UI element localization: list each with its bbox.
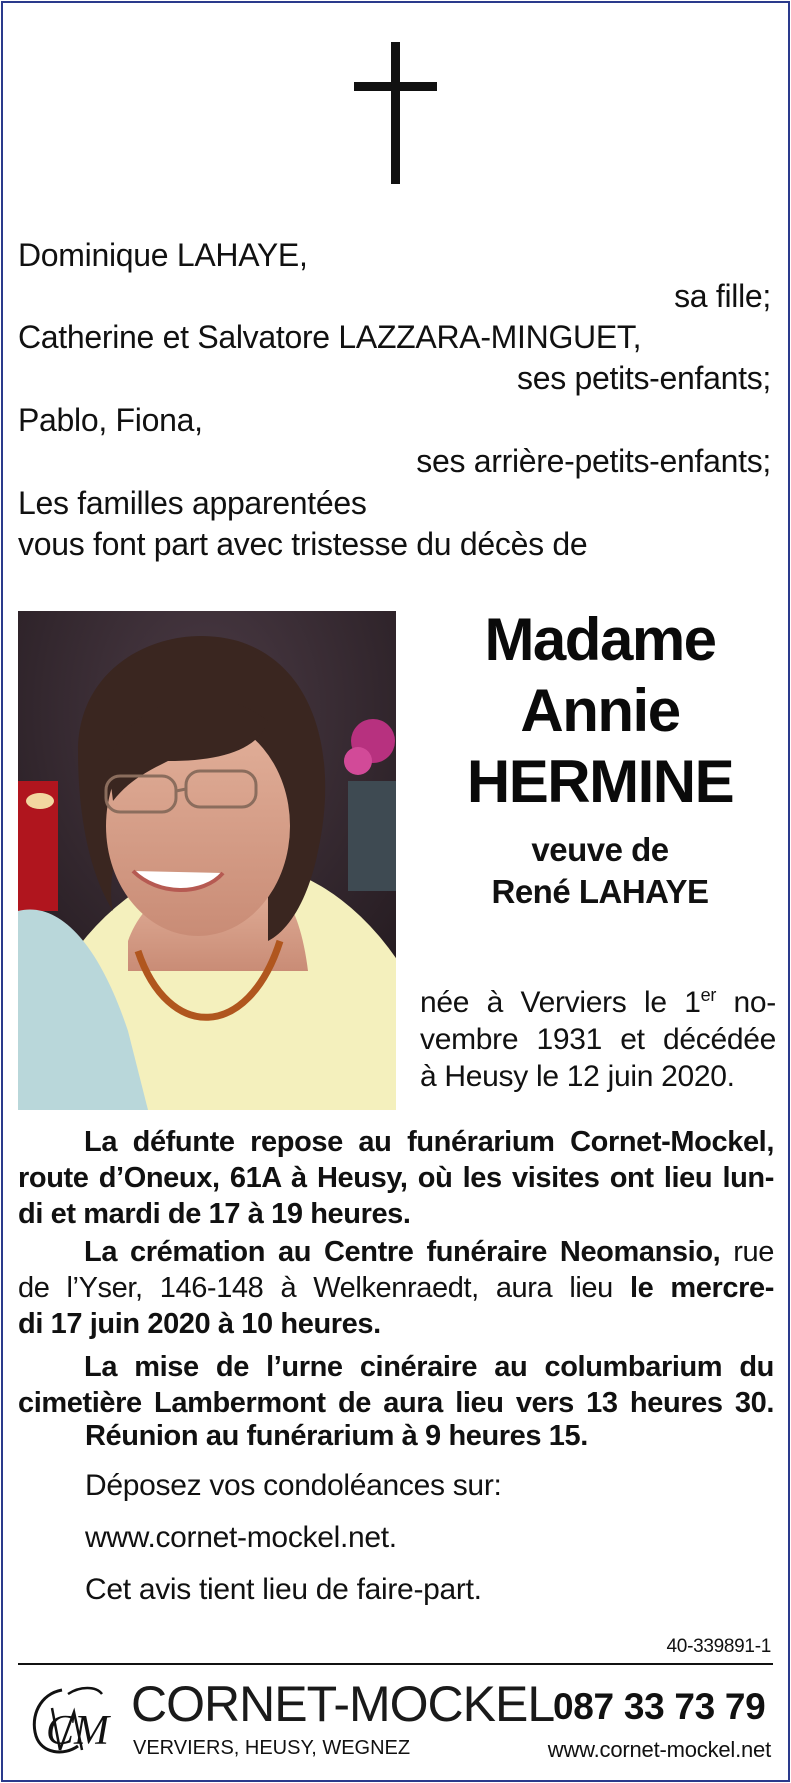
family-line-grandchildren: Catherine et Salvatore LAZZARA-MINGUET, (18, 319, 642, 355)
company-website[interactable]: www.cornet-mockel.net (547, 1737, 771, 1762)
family-relation-daughter: sa fille; (674, 278, 771, 314)
company-phone[interactable]: 087 33 73 79 (553, 1686, 766, 1727)
paragraph-cremation: La crémation au Centre funéraire Neomansio, rue de l’Yser, 146-148 à Welkenraedt, aura lieu le mercre- di 17 juin 2020 à 10 heures. (18, 1236, 774, 1340)
birth-line-2: vembre 1931 et décédée (420, 1023, 776, 1056)
deceased-last-name: HERMINE (466, 748, 734, 815)
family-line-daughter: Dominique LAHAYE, (18, 237, 308, 273)
spouse-name: René LAHAYE (491, 873, 709, 910)
birth-death-info (420, 977, 776, 1095)
deceased-title: Madame (484, 606, 716, 673)
company-name: CORNET-MOCKEL (131, 1676, 555, 1732)
family-relation-grandchildren: ses petits-enfants; (517, 360, 771, 396)
widow-label: veuve de (531, 831, 669, 868)
condolences-url[interactable]: www.cornet-mockel.net. (85, 1521, 397, 1554)
death-line: à Heusy le 12 juin 2020. (420, 1060, 735, 1093)
paragraph-urn: La mise de l’urne cinéraire au columbarium du cimetière Lambermont de aura lieu vers 13 heures 30. (18, 1351, 774, 1419)
reference-number: 40-339891-1 (666, 1636, 771, 1657)
paragraph-visitation: La défunte repose au funérarium Cornet-Mockel, route d’Oneux, 61A à Heusy, où les visites ont lieu lun- di et mardi de 17 à 19 heures. (18, 1126, 774, 1230)
footer-divider (18, 1663, 773, 1665)
birth-line-1: née à Verviers le 1er no- (420, 985, 776, 1019)
family-line-great-grandchildren: Pablo, Fiona, (18, 402, 203, 438)
condolences-line: Déposez vos condoléances sur: (85, 1469, 502, 1502)
deceased-name-block (430, 604, 770, 913)
deceased-first-name: Annie (520, 677, 680, 744)
family-relation-great-grandchildren: ses arrière-petits-enfants; (416, 443, 771, 479)
family-line-relatives: Les familles apparentées (18, 485, 367, 521)
cornet-mockel-logo-icon (22, 1672, 114, 1764)
faire-part-line: Cet avis tient lieu de faire-part. (85, 1573, 482, 1606)
company-locations: VERVIERS, HEUSY, WEGNEZ (133, 1737, 411, 1759)
deceased-photo (18, 611, 396, 1110)
svg-text:CM: CM (46, 1708, 109, 1754)
meeting-line: Réunion au funérarium à 9 heures 15. (85, 1420, 588, 1452)
announcement-line: vous font part avec tristesse du décès de (18, 526, 588, 562)
